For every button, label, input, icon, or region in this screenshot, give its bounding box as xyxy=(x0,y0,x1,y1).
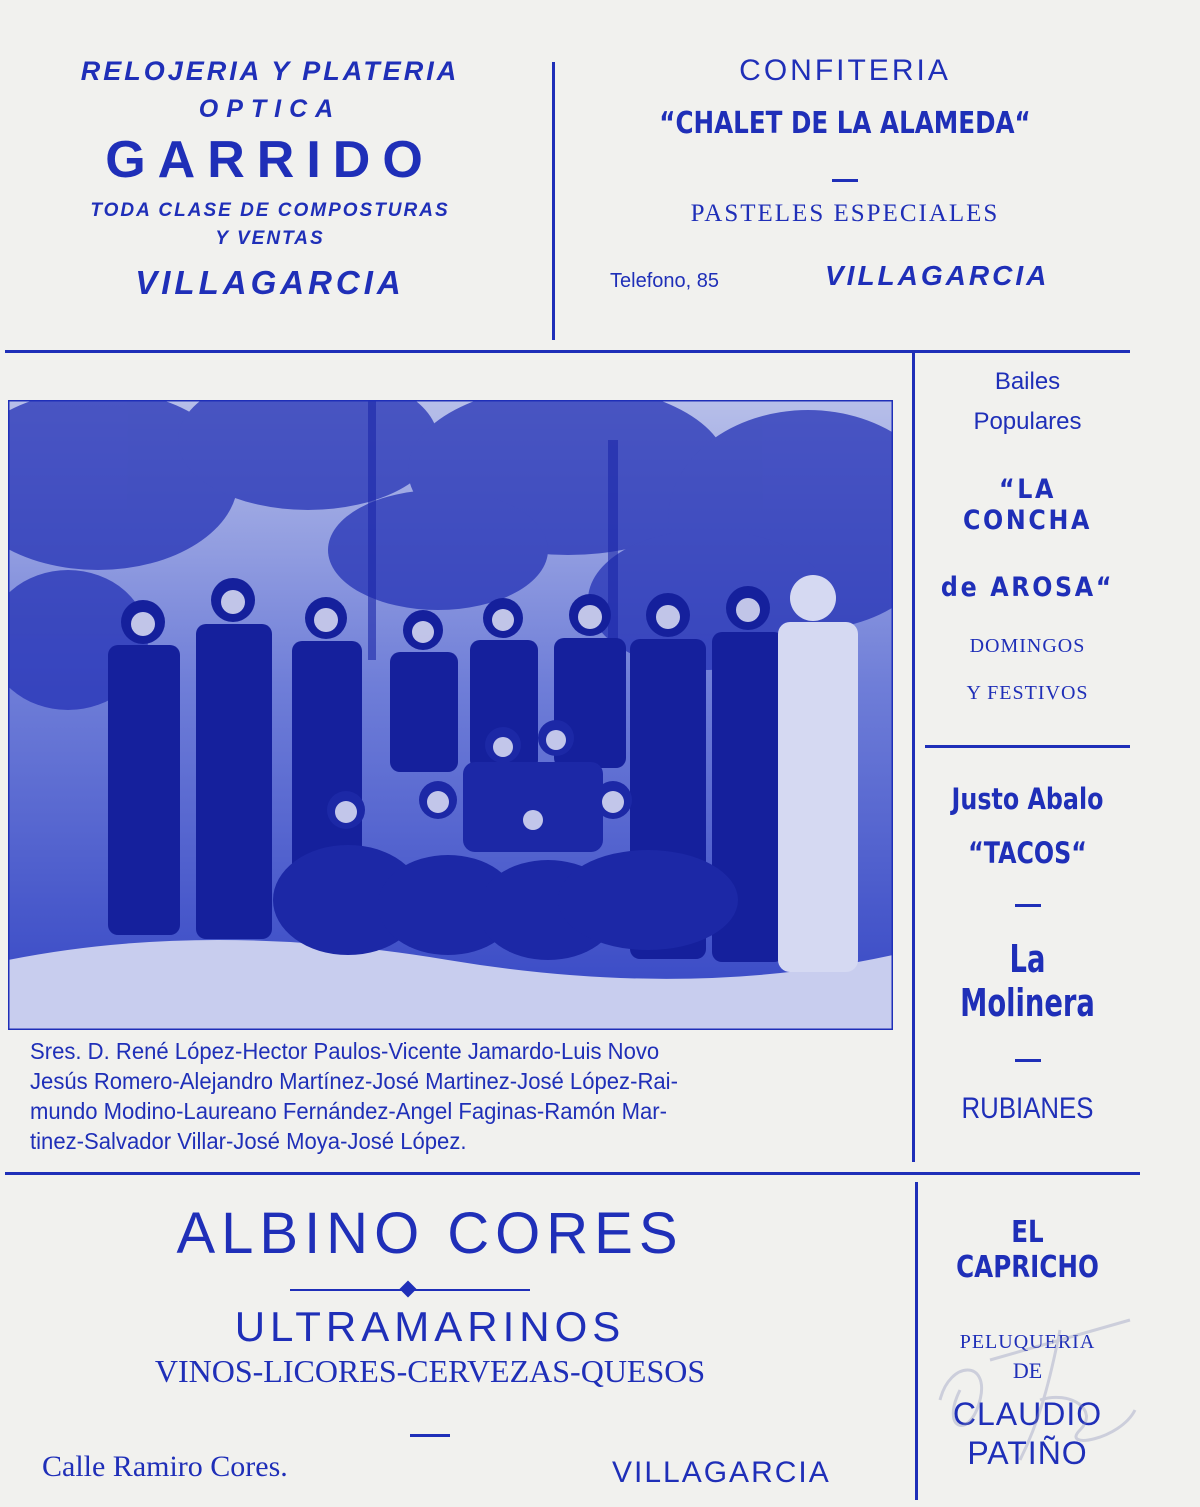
albino-street: Calle Ramiro Cores. xyxy=(42,1450,288,1483)
right-column-divider xyxy=(912,352,915,1162)
chalet-line3: PASTELES ESPECIALES xyxy=(690,200,1000,227)
top-divider xyxy=(5,350,1130,353)
garrido-line2: OPTICA xyxy=(198,95,342,123)
chalet-footer xyxy=(560,260,1130,300)
bottom-divider xyxy=(5,1172,1140,1175)
tacos-place: La Molinera xyxy=(960,937,1095,1025)
bottom-vertical-divider xyxy=(915,1182,918,1500)
ad-garrido xyxy=(10,50,530,302)
capricho-name: EL CAPRICHO xyxy=(956,1215,1099,1285)
tacos-dash-2 xyxy=(1015,1059,1041,1062)
caption-line: mundo Modino-Laureano Fernández-Angel Faginas-Ramón Mar- xyxy=(30,1098,667,1124)
albino-dash xyxy=(410,1434,450,1437)
capricho-line4: CLAUDIO xyxy=(952,1396,1103,1432)
capricho-line3: DE xyxy=(1012,1358,1043,1383)
capricho-line5: PATIÑO xyxy=(967,1435,1088,1471)
tacos-name: “TACOS“ xyxy=(968,836,1087,870)
diamond-ornament-icon xyxy=(290,1283,530,1297)
concha-line5: DOMINGOS xyxy=(969,635,1086,657)
ad-chalet xyxy=(560,50,1130,300)
ad-albino-cores xyxy=(10,1200,890,1437)
chalet-dash xyxy=(832,179,858,182)
garrido-line5: Y VENTAS xyxy=(215,228,325,249)
signature-watermark-icon xyxy=(930,1290,1140,1470)
photo-caption xyxy=(30,1036,875,1156)
concha-line6: Y FESTIVOS xyxy=(966,682,1089,704)
tacos-town: RUBIANES xyxy=(961,1092,1094,1125)
tacos-dash-1 xyxy=(1015,904,1041,907)
albino-line2: ULTRAMARINOS xyxy=(234,1303,626,1350)
capricho-line2: PELUQUERIA xyxy=(959,1331,1096,1353)
chalet-name: “CHALET DE LA ALAMEDA“ xyxy=(659,106,1031,141)
chalet-phone: Telefono, 85 xyxy=(610,270,719,292)
concha-name-1: “LA CONCHA xyxy=(962,474,1093,536)
ad-tacos xyxy=(925,782,1130,1126)
garrido-town: VILLAGARCIA xyxy=(135,264,405,301)
garrido-name: GARRIDO xyxy=(105,131,435,189)
caption-line: Jesús Romero-Alejandro Martínez-José Martinez-José López-Rai- xyxy=(30,1068,678,1094)
albino-line3: VINOS-LICORES-CERVEZAS-QUESOS xyxy=(154,1353,706,1389)
albino-name: ALBINO CORES xyxy=(176,1201,684,1266)
right-column-separator xyxy=(925,745,1130,748)
garrido-line4: TODA CLASE DE COMPOSTURAS xyxy=(90,200,450,221)
group-photo xyxy=(8,400,893,1030)
tacos-owner: Justo Abalo xyxy=(951,782,1104,816)
concha-line2: Populares xyxy=(973,408,1082,435)
concha-name-2: de AROSA“ xyxy=(940,572,1115,603)
top-vertical-divider xyxy=(552,62,555,340)
ad-la-concha xyxy=(925,368,1130,705)
chalet-town: VILLAGARCIA xyxy=(825,260,1050,291)
concha-line1: Bailes xyxy=(994,368,1061,395)
albino-town: VILLAGARCIA xyxy=(612,1456,831,1489)
caption-line: tinez-Salvador Villar-José Moya-José López. xyxy=(30,1128,467,1154)
chalet-line1: CONFITERIA xyxy=(739,54,951,87)
garrido-line1: RELOJERIA Y PLATERIA xyxy=(80,56,460,86)
caption-line: Sres. D. René López-Hector Paulos-Vicente Jamardo-Luis Novo xyxy=(30,1038,660,1064)
